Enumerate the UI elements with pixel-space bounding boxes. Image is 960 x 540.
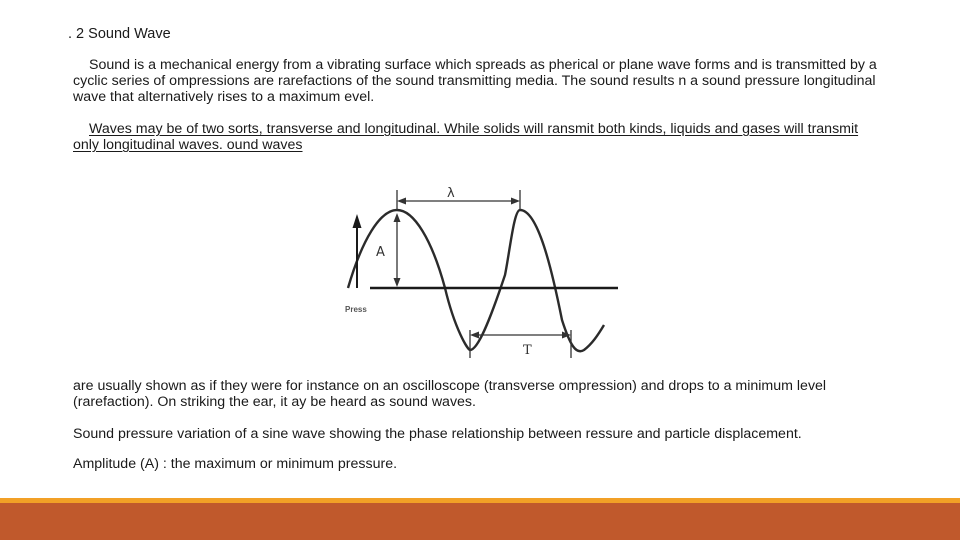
pressure-axis-arrow	[353, 214, 362, 228]
slide-heading: . 2 Sound Wave	[68, 26, 171, 42]
sine-wave-curve	[348, 210, 604, 351]
paragraph-amplitude: Amplitude (A) : the maximum or minimum pressure.	[73, 456, 398, 472]
paragraph-pressure-variation: Sound pressure variation of a sine wave showing the phase relationship between ressure and particle displacement.	[73, 426, 802, 442]
paragraph-intro: Sound is a mechanical energy from a vibrating surface which spreads as pherical or plane wave forms and is transmitted by a cyclic series of ompressions are rarefactions of the sound transmitting media. The sound results n a sound pressure longitudinal wave that alternatively rises to a maximum evel.	[73, 57, 877, 105]
pressure-axis-label: Press	[345, 305, 367, 314]
amplitude-label: A	[376, 245, 385, 260]
footer-accent-bar	[0, 503, 960, 540]
wavelength-label: λ	[447, 186, 455, 201]
sine-wave-diagram	[330, 180, 630, 362]
paragraph-wave-types: Waves may be of two sorts, transverse and longitudinal. While solids will ransmit both kinds, liquids and gases will transmit only longitudinal waves. ound waves	[73, 121, 859, 153]
paragraph-oscilloscope: are usually shown as if they were for instance on an oscilloscope (transverse ompression) and drops to a minimum level (rarefaction). On striking the ear, it ay be heard as sound waves.	[73, 378, 827, 410]
period-label: T	[523, 343, 532, 358]
